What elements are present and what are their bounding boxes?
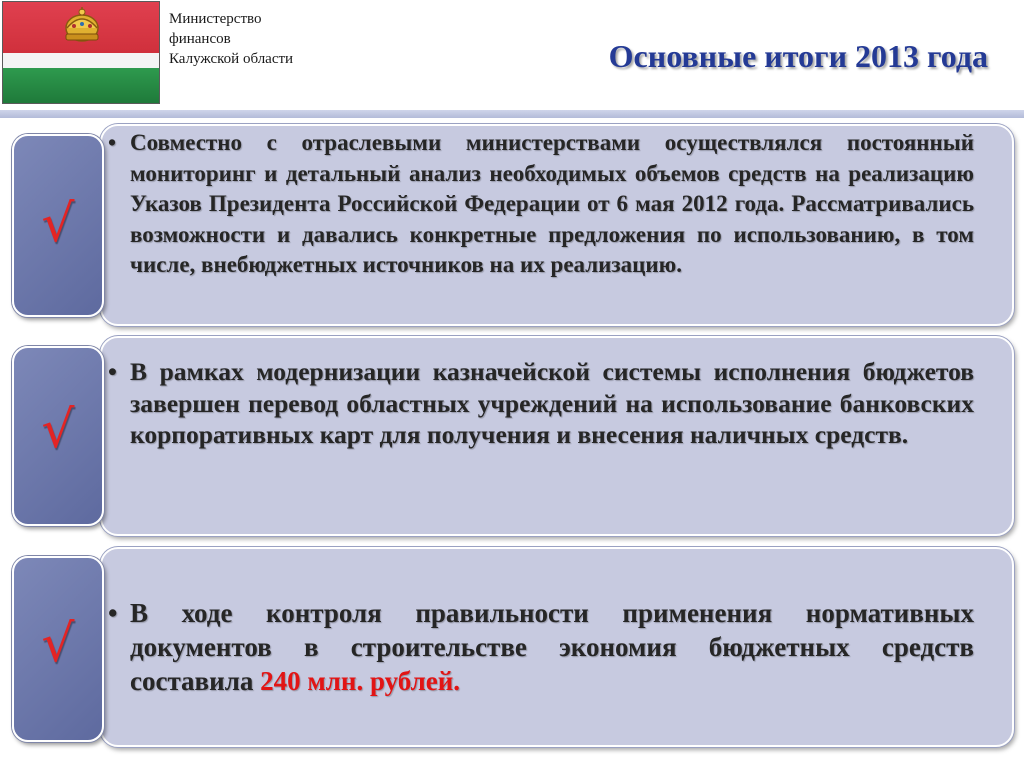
result-text-3: • В ходе контроля правильности применения нормативных документов в строительстве экономия бюджетных средств составила 240 млн. рублей. [108,598,974,696]
page-title: Основные итоги 2013 года [608,38,988,74]
ministry-line-3: Калужской области [169,51,294,67]
ministry-line-2: финансов [169,31,231,47]
bullet-icon: • [108,598,118,628]
check-icon: √ [41,400,75,460]
result-card-3 [100,547,1014,747]
result-text-2: • В рамках модернизации казначейской системы исполнения бюджетов завершен перевод областных учреждений на использование банковских корпоративных карт для получения и внесения наличных средств. [108,357,974,449]
check-icon: √ [41,194,75,254]
ministry-line-1: Министерство [169,11,262,27]
bullet-icon: • [108,130,117,155]
ministry-name [169,9,369,69]
savings-amount: 240 млн. рублей. [260,666,461,696]
bullet-icon: • [108,357,117,386]
crown-icon [60,4,104,46]
result-card-1 [100,124,1014,326]
header-divider [0,110,1024,118]
result-text-1: • Совместно с отраслевыми министерствами осуществлялся постоянный мониторинг и детальный анализ необходимых объемов средств на реализацию Указов Президента Российской Федерации от 6 мая 2012 года. Рассматривались возможности и давались конкретные предложения по использованию, в том числе, внебюджетных источников на их реализацию. [108,130,974,277]
region-flag-logo [2,1,160,104]
check-badge-1 [12,134,104,317]
result-card-2 [100,336,1014,536]
check-icon: √ [41,614,75,674]
check-badge-2 [12,346,104,526]
check-badge-3 [12,556,104,742]
